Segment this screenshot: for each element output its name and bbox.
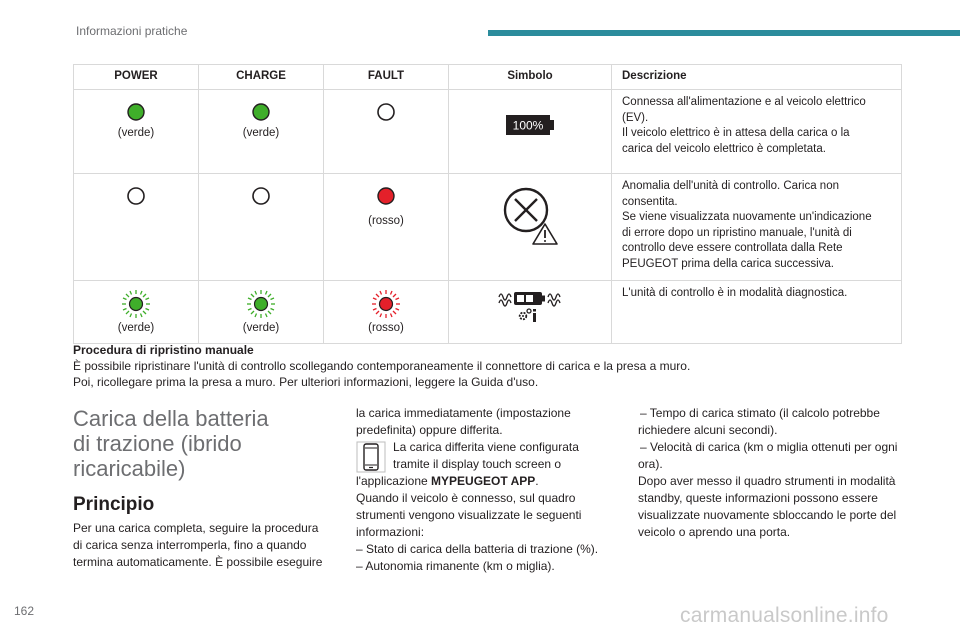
subsection-heading: Principio [73, 494, 155, 515]
text-column-2 [356, 405, 614, 575]
column-header-fault: FAULT [324, 65, 449, 90]
fault-led-red-icon [376, 186, 396, 206]
reset-title: Procedura di ripristino manuale [73, 343, 254, 357]
charge-led-off-icon [251, 186, 271, 206]
battery-100-icon [505, 114, 555, 136]
heading-line: Carica della batteria [73, 406, 269, 431]
description-line: controllo deve essere controllata dalla Rete [622, 242, 843, 254]
description-line: (EV). [622, 111, 649, 124]
smartphone-icon [356, 441, 386, 473]
body-line: strumenti vengono visualizzate le seguenti [356, 508, 582, 522]
text-column-3 [638, 405, 908, 541]
column-header-symbol: Simbolo [449, 65, 612, 90]
body-line: Dopo aver messo il quadro strumenti in modalità [638, 474, 896, 488]
body-line: tramite il display touch screen o [393, 457, 562, 471]
description-cell [612, 90, 902, 174]
led-color-label: (rosso) [368, 215, 404, 227]
battery-percent-text: 100% [512, 118, 544, 133]
body-line: di carica senza interromperla, fino a quando [73, 538, 307, 552]
body-line: predefinita) oppure differita. [356, 423, 503, 437]
list-item: – Autonomia rimanente (km o miglia). [356, 559, 555, 573]
body-line [356, 473, 614, 490]
charging-status-table [73, 64, 902, 344]
column-header-power: POWER [74, 65, 199, 90]
page-section-title: Informazioni pratiche [76, 24, 188, 38]
charge-led-green-icon [251, 102, 271, 122]
table-row [74, 281, 902, 344]
list-item: – Stato di carica della batteria di trazione (%). [356, 542, 599, 556]
description-line: L'unità di controllo è in modalità diagnostica. [622, 287, 848, 299]
led-color-label: (verde) [242, 127, 280, 139]
list-item: – Tempo di carica stimato (il calcolo potrebbe [640, 406, 880, 420]
table-header-row [74, 65, 902, 90]
app-prefix: l'applicazione [356, 474, 432, 488]
body-line: termina automaticamente. È possibile eseguire [73, 555, 323, 569]
description-line: PEUGEOT prima della carica successiva. [622, 257, 834, 270]
diagnostic-mode-icon [497, 289, 563, 323]
body-line: La carica differita viene configurata [393, 440, 579, 454]
fault-led-off-icon [376, 102, 396, 122]
text-column-1 [73, 520, 333, 571]
body-line: Quando il veicolo è connesso, sul quadro [356, 491, 576, 505]
description-line: carica del veicolo elettrico è completata. [622, 142, 826, 155]
body-line: la carica immediatamente (impostazione [356, 406, 571, 420]
watermark-text: carmanualsonline.info [680, 604, 889, 627]
description-line: Anomalia dell'unità di controllo. Carica non [622, 180, 839, 192]
manual-reset-note [73, 342, 902, 390]
heading-line: ricaricabile) [73, 456, 186, 481]
description-line: di errore dopo un ripristino manuale, l'unità di [622, 226, 852, 239]
description-line: Connessa all'alimentazione e al veicolo elettrico [622, 96, 866, 108]
led-color-label: (verde) [242, 322, 280, 334]
led-color-label: (verde) [117, 322, 155, 334]
led-color-label: (verde) [117, 127, 155, 139]
body-line: informazioni: [356, 525, 425, 539]
body-line: ora). [638, 457, 663, 471]
section-heading [73, 406, 323, 481]
page-number: 162 [14, 604, 35, 618]
body-line: veicolo o aprendo una porta. [638, 525, 791, 539]
description-cell [612, 281, 902, 344]
description-line: Se viene visualizzata nuovamente un'indicazione [622, 211, 872, 223]
table-row [74, 174, 902, 281]
body-line: Per una carica completa, seguire la procedura [73, 521, 319, 535]
reset-line: È possibile ripristinare l'unità di controllo scollegando contemporaneamente il connettore di carica e la presa a muro. [73, 359, 691, 373]
description-cell [612, 174, 902, 281]
fault-warning-icon [499, 184, 561, 246]
power-led-off-icon [126, 186, 146, 206]
description-line: Il veicolo elettrico è in attesa della carica o la [622, 127, 850, 139]
description-line: consentita. [622, 195, 678, 208]
body-line: visualizzate nuovamente sbloccando le porte del [638, 508, 897, 522]
led-color-label: (rosso) [368, 322, 404, 334]
reset-line: Poi, ricollegare prima la presa a muro. Per ulteriori informazioni, leggere la Guida d'uso. [73, 375, 539, 389]
body-line: richiedere alcuni secondi). [638, 423, 778, 437]
body-line: standby, queste informazioni possono essere [638, 491, 878, 505]
header-accent-bar [488, 30, 960, 36]
power-led-blinking-green-icon [121, 289, 151, 319]
power-led-green-icon [126, 102, 146, 122]
charge-led-blinking-green-icon [246, 289, 276, 319]
column-header-description: Descrizione [612, 65, 902, 90]
heading-line: di trazione (ibrido [73, 431, 242, 456]
list-item: – Velocità di carica (km o miglia ottenuti per ogni [640, 440, 898, 454]
app-suffix: . [535, 474, 539, 488]
column-header-charge: CHARGE [199, 65, 324, 90]
table-row [74, 90, 902, 174]
touchscreen-note [356, 439, 614, 473]
fault-led-blinking-red-icon [371, 289, 401, 319]
app-name: MYPEUGEOT APP [431, 474, 536, 488]
